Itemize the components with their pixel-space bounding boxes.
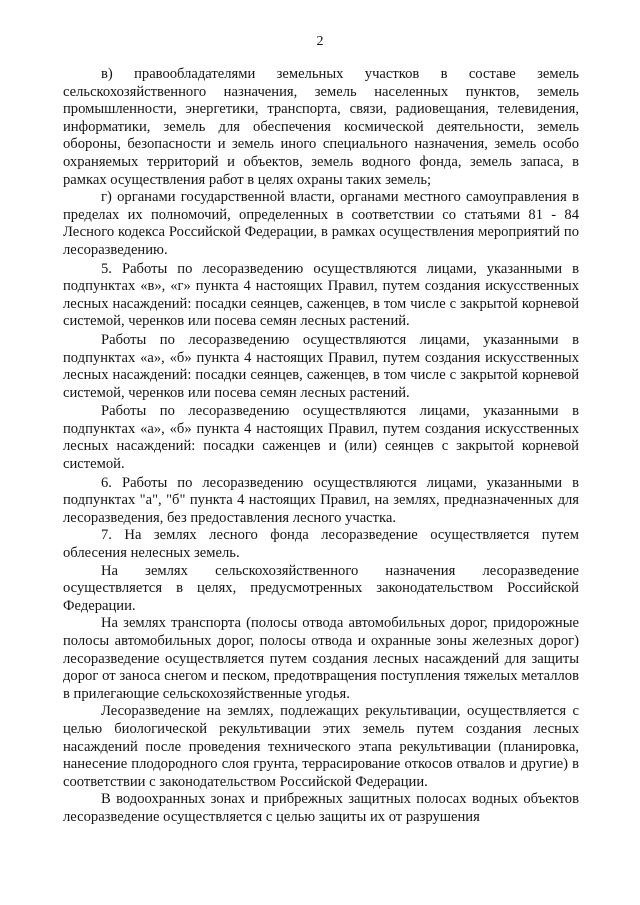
paragraph-7: 7. На землях лесного фонда лесоразведение осуществляется путем облесения нелесных земель. xyxy=(63,527,579,562)
paragraph-5: 5. Работы по лесоразведению осуществляются лицами, указанными в подпунктах «в», «г» пункта 4 настоящих Правил, путем создания искусственных лесных насаждений: посадки сеянцев, саженцев, в том числе с закрытой корневой системой, черенков или посева семян лесных растений. xyxy=(63,260,579,330)
paragraph-v: в) правообладателями земельных участков в составе земель сельскохозяйственного назначения, земель населенных пунктов, земель промышленности, энергетики, транспорта, связи, радиовещания, телевидения, информатики, земель для обеспечения космической деятельности, земель обороны, безопасности и земель иного специального назначения, земель особо охраняемых территорий и объектов, земель водного фонда, земель запаса, в рамках осуществления работ в целях охраны таких земель; xyxy=(63,66,579,188)
paragraph-7-agricultural: На землях сельскохозяйственного назначения лесоразведение осуществляется в целях, предусмотренных законодательством Российской Федерации. xyxy=(63,562,579,614)
paragraph-7-water-protection: В водоохранных зонах и прибрежных защитных полосах водных объектов лесоразведение осуществляется с целью защиты их от разрушения xyxy=(63,791,579,825)
document-body xyxy=(63,66,579,827)
paragraph-7-transport: На землях транспорта (полосы отвода автомобильных дорог, придорожные полосы автомобильных дорог, полосы отвода и охранные зоны железных дорог) лесоразведение осуществляется путем создания лесных насаждений для защиты дорог от заноса снегом и песком, предотвращения поступления тяжелых металлов в прилегающие сельскохозяйственные угодья. xyxy=(63,615,579,702)
paragraph-5-third: Работы по лесоразведению осуществляются лицами, указанными в подпунктах «а», «б» пункта 4 настоящих Правил, путем создания искусственных лесных насаждений: посадки саженцев и (или) сеянцев с закрытой корневой системой. xyxy=(63,403,579,473)
paragraph-g: г) органами государственной власти, органами местного самоуправления в пределах их полномочий, определенных в соответствии со статьями 81 - 84 Лесного кодекса Российской Федерации, в рамках осуществления мероприятий по лесоразведению. xyxy=(63,189,579,258)
paragraph-5-second: Работы по лесоразведению осуществляются лицами, указанными в подпунктах «а», «б» пункта 4 настоящих Правил, путем создания искусственных лесных насаждений: посадки сеянцев, саженцев, в том числе с закрытой корневой системой, черенков или посева семян лесных растений. xyxy=(63,331,579,401)
paragraph-6: 6. Работы по лесоразведению осуществляются лицами, указанными в подпунктах "а", "б" пункта 4 настоящих Правил, на землях, предназначенных для лесоразведения, без предоставления лесного участка. xyxy=(63,474,579,526)
paragraph-7-recultivation: Лесоразведение на землях, подлежащих рекультивации, осуществляется с целью биологической рекультивации этих земель путем создания лесных насаждений после проведения технического этапа рекультивации (планировка, нанесение плодородного слоя грунта, террасирование откосов отвалов и другие) в соответствии с законодательством Российской Федерации. xyxy=(63,703,579,790)
page-number: 2 xyxy=(316,34,324,49)
